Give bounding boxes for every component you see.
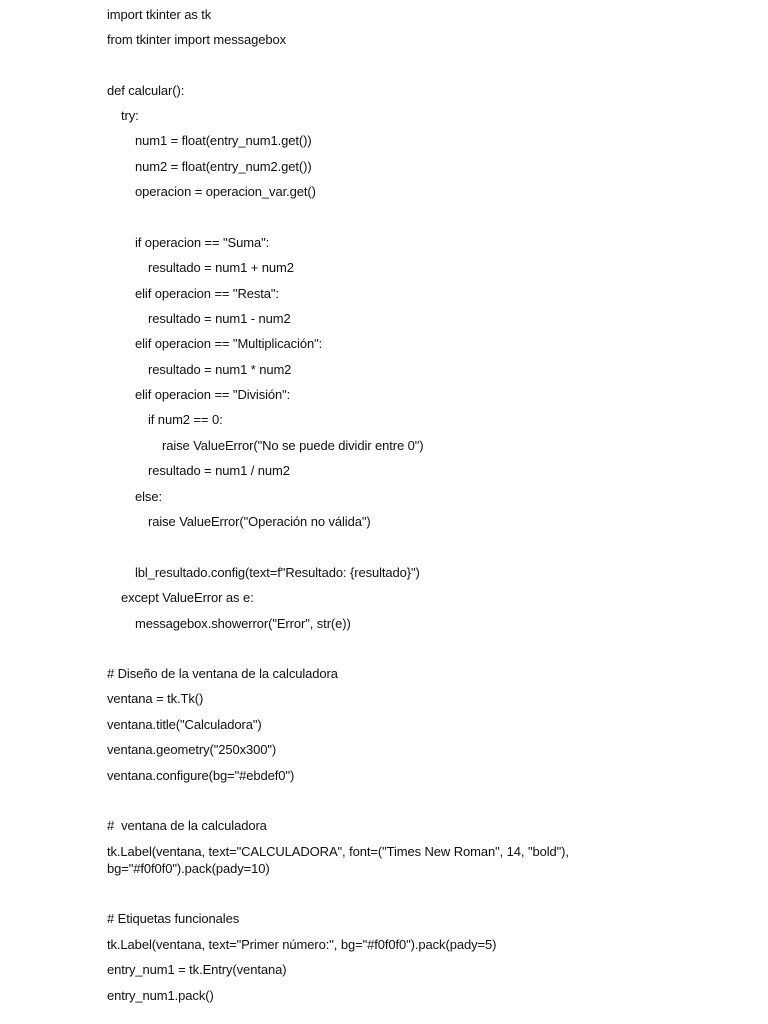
- code-line: elif operacion == "División":: [135, 387, 291, 402]
- code-line: if num2 == 0:: [148, 412, 223, 427]
- code-line: tk.Label(ventana, text="Primer número:", bg="#f0f0f0").pack(pady=5): [107, 937, 497, 952]
- code-line: def calcular():: [107, 83, 185, 98]
- code-line: ventana = tk.Tk(): [107, 691, 204, 706]
- code-line: resultado = num1 - num2: [148, 311, 291, 326]
- code-line: else:: [135, 489, 162, 504]
- code-line: num1 = float(entry_num1.get()): [135, 133, 312, 148]
- code-line: except ValueError as e:: [121, 590, 254, 605]
- comment-line: # Diseño de la ventana de la calculadora: [107, 666, 338, 681]
- code-line: messagebox.showerror("Error", str(e)): [135, 616, 351, 631]
- code-line: resultado = num1 / num2: [148, 463, 290, 478]
- code-line: bg="#f0f0f0").pack(pady=10): [107, 861, 270, 876]
- code-line: import tkinter as tk: [107, 7, 212, 22]
- code-line: resultado = num1 + num2: [148, 260, 294, 275]
- code-line: resultado = num1 * num2: [148, 362, 292, 377]
- code-line: ventana.title("Calculadora"): [107, 717, 262, 732]
- code-line: if operacion == "Suma":: [135, 235, 270, 250]
- comment-line: # ventana de la calculadora: [107, 818, 267, 833]
- code-line: try:: [121, 108, 139, 123]
- code-line: entry_num1 = tk.Entry(ventana): [107, 962, 287, 977]
- code-line: raise ValueError("No se puede dividir entre 0"): [162, 438, 424, 453]
- code-line: elif operacion == "Resta":: [135, 286, 279, 301]
- code-line: ventana.geometry("250x300"): [107, 742, 277, 757]
- code-line: raise ValueError("Operación no válida"): [148, 514, 371, 529]
- code-line: entry_num1.pack(): [107, 988, 214, 1003]
- code-line: ventana.configure(bg="#ebdef0"): [107, 768, 295, 783]
- code-line: elif operacion == "Multiplicación":: [135, 336, 323, 351]
- code-line: num2 = float(entry_num2.get()): [135, 159, 312, 174]
- code-line: from tkinter import messagebox: [107, 32, 287, 47]
- code-line: lbl_resultado.config(text=f"Resultado: {resultado}"): [135, 565, 420, 580]
- comment-line: # Etiquetas funcionales: [107, 911, 240, 926]
- code-line: tk.Label(ventana, text="CALCULADORA", font=("Times New Roman", 14, "bold"),: [107, 844, 569, 859]
- code-line: operacion = operacion_var.get(): [135, 184, 316, 199]
